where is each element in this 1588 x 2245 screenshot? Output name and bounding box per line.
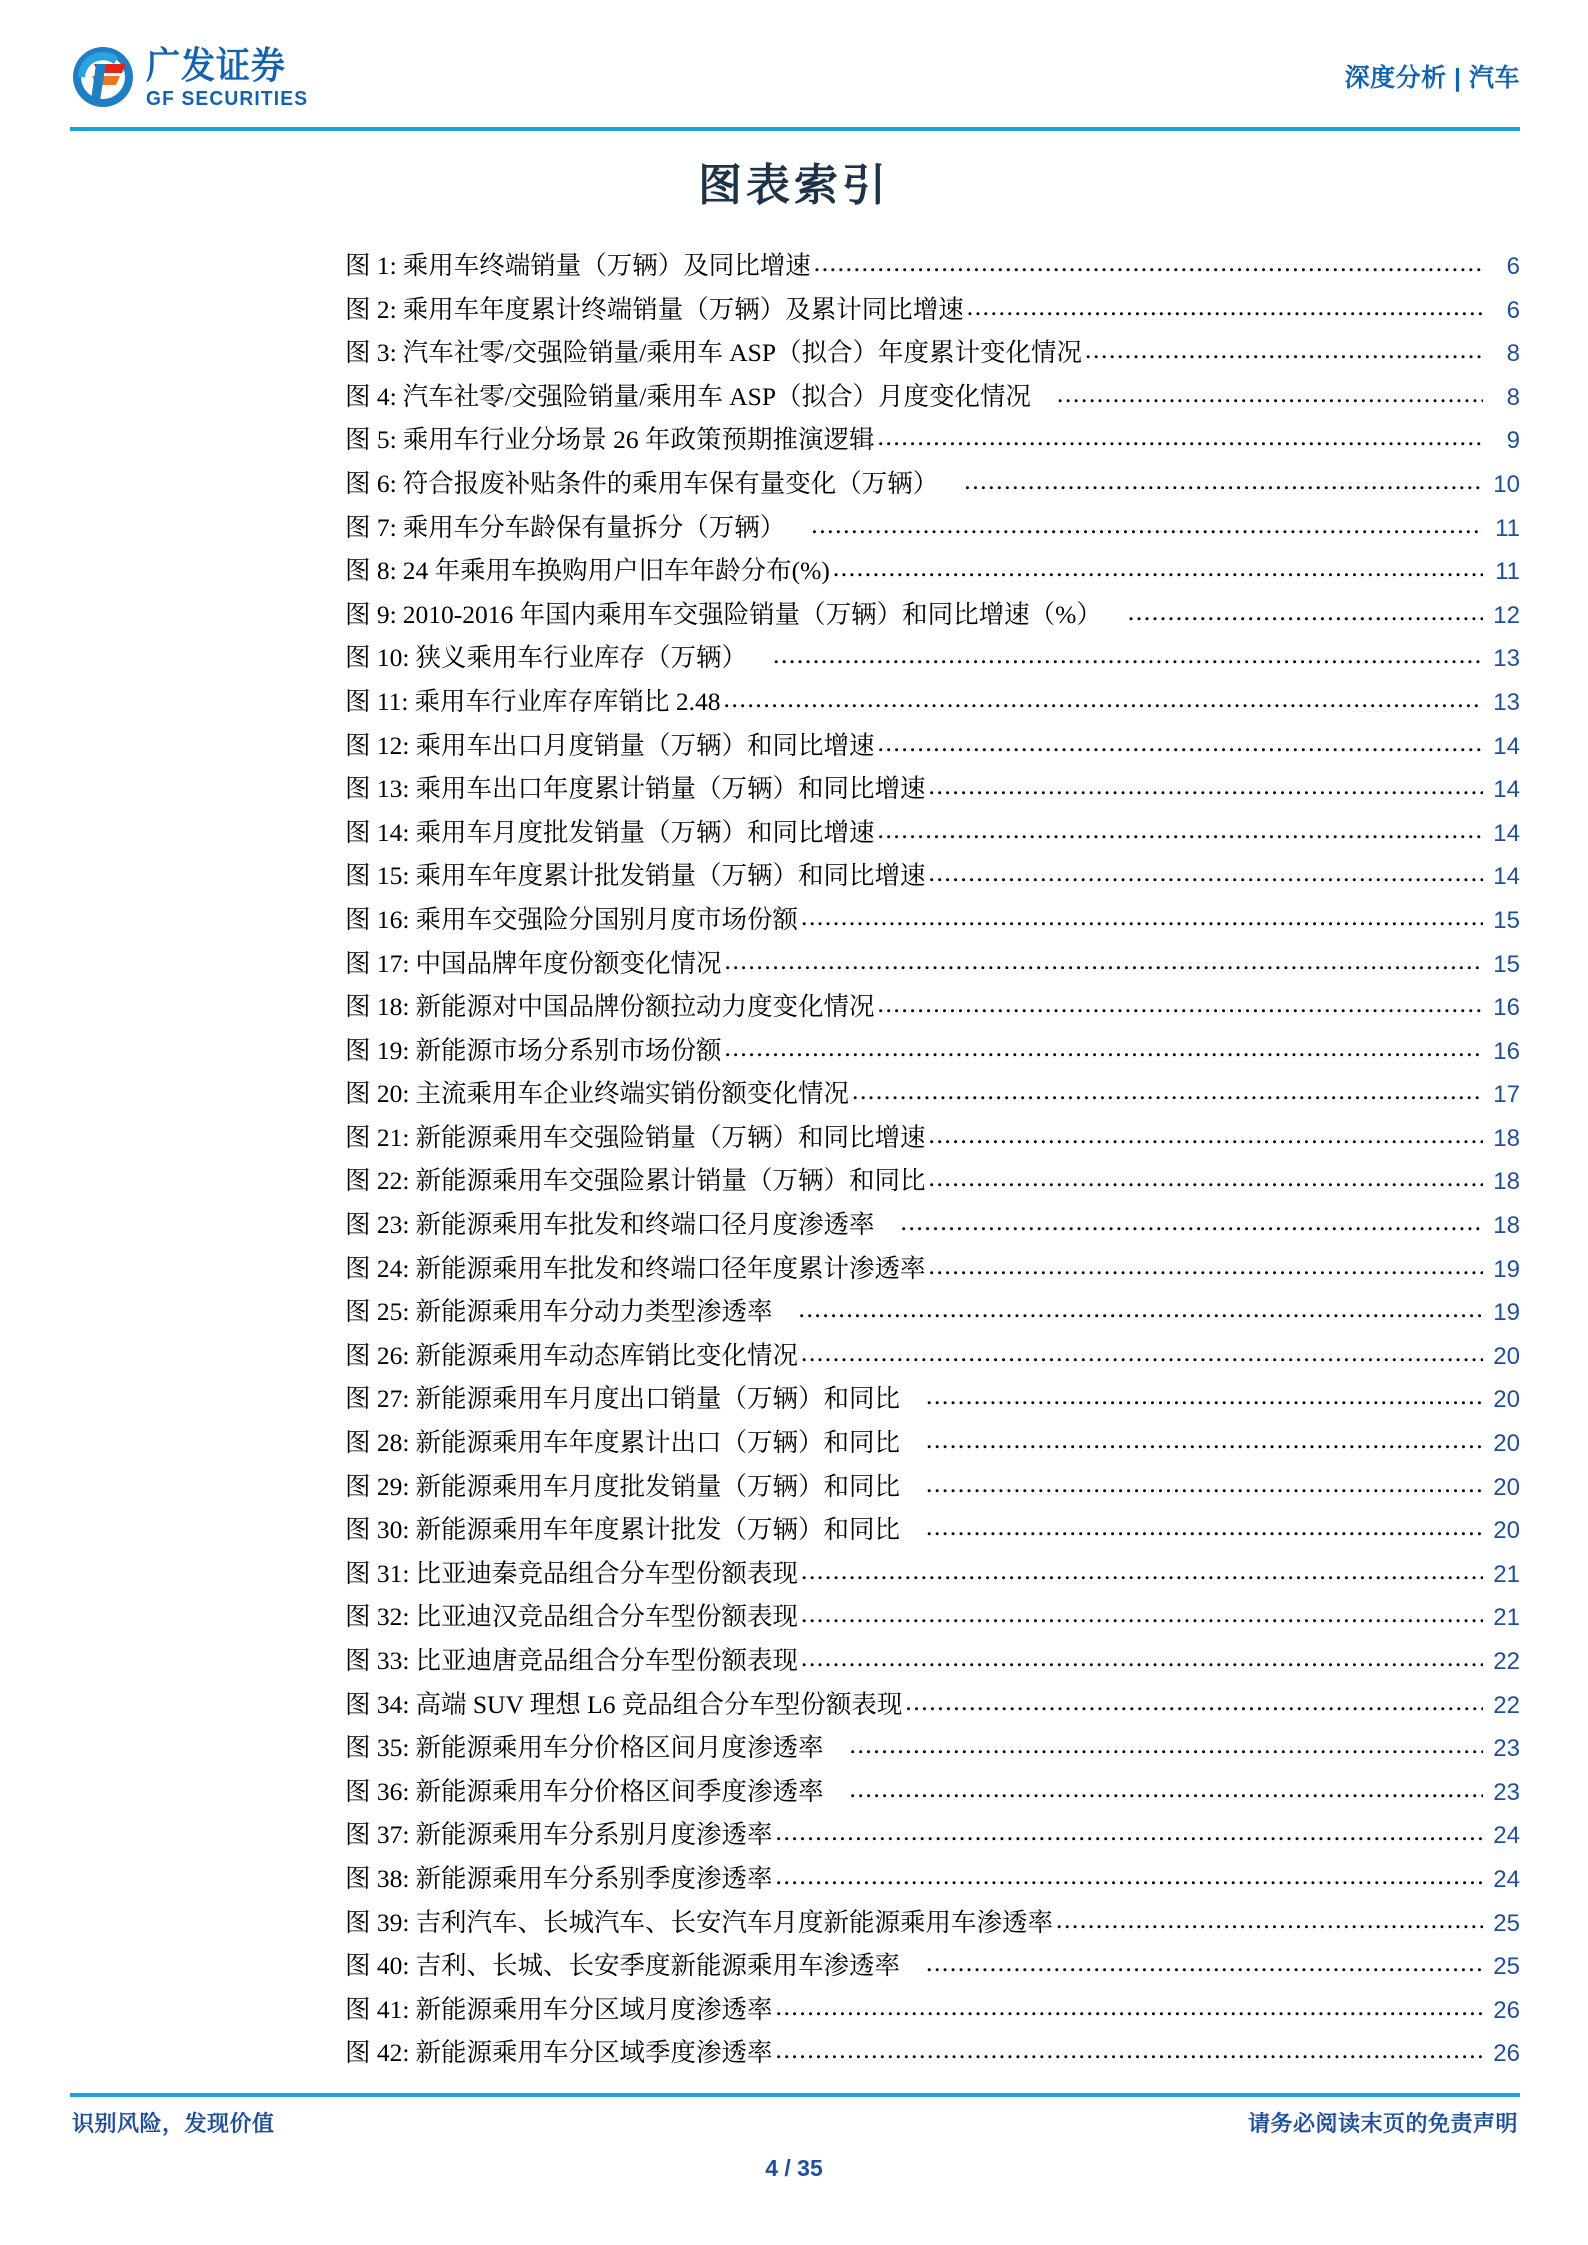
toc-entry-number: 图 40: <box>345 1951 410 1981</box>
toc-dot-leader <box>877 809 1483 852</box>
toc-entry-page-number: 13 <box>1493 645 1520 673</box>
toc-entry[interactable] <box>345 1291 1520 1335</box>
toc-dot-leader <box>724 1027 1483 1070</box>
brand-logo <box>70 44 315 110</box>
toc-entry-page-number: 25 <box>1493 1953 1520 1981</box>
toc-entry[interactable] <box>345 1073 1520 1117</box>
toc-entry[interactable] <box>345 245 1520 289</box>
toc-dot-leader <box>773 634 1483 677</box>
toc-entry-label: 乘用车年度累计批发销量（万辆）和同比增速 <box>415 861 926 891</box>
toc-entry-page-number: 25 <box>1493 1909 1520 1937</box>
toc-entry-page-number: 20 <box>1493 1342 1520 1370</box>
toc-entry[interactable] <box>345 1553 1520 1597</box>
toc-dot-leader <box>849 1724 1483 1767</box>
toc-entry-label: 新能源乘用车交强险累计销量（万辆）和同比 <box>415 1166 926 1196</box>
toc-entry[interactable] <box>345 681 1520 725</box>
toc-dot-leader <box>1056 1899 1483 1942</box>
toc-entry-label: 新能源乘用车交强险销量（万辆）和同比增速 <box>415 1122 926 1152</box>
toc-dot-leader <box>801 1332 1483 1375</box>
toc-entry[interactable] <box>345 986 1520 1030</box>
toc-entry-number: 图 29: <box>345 1471 410 1501</box>
toc-dot-leader <box>724 940 1483 983</box>
toc-dot-leader <box>967 286 1483 329</box>
toc-entry-page-number: 26 <box>1493 1996 1520 2024</box>
toc-dot-leader <box>926 1942 1483 1985</box>
toc-entry-number: 图 32: <box>345 1602 410 1632</box>
toc-dot-leader <box>849 1768 1483 1811</box>
toc-entry-page-number: 23 <box>1493 1735 1520 1763</box>
toc-entry-label: 乘用车终端销量（万辆）及同比增速 <box>402 251 811 280</box>
toc-entry-number: 图 15: <box>345 861 410 891</box>
toc-entry-page-number: 18 <box>1493 1168 1520 1196</box>
toc-entry-number: 图 22: <box>345 1166 410 1196</box>
toc-entry[interactable] <box>345 1684 1520 1728</box>
toc-entry-label: 新能源乘用车批发和终端口径年度累计渗透率 <box>415 1253 926 1283</box>
toc-entry-label: 主流乘用车企业终端实销份额变化情况 <box>415 1079 849 1109</box>
toc-entry-number: 图 20: <box>345 1079 410 1109</box>
toc-entry-number: 图 18: <box>345 992 410 1022</box>
toc-entry-label: 符合报废补贴条件的乘用车保有量变化（万辆） <box>402 468 939 498</box>
toc-entry-page-number: 14 <box>1493 863 1520 891</box>
page-number-indicator: 4 / 35 <box>765 2155 823 2181</box>
toc-entry-page-number: 22 <box>1493 1691 1520 1719</box>
toc-entry-label: 2010-2016 年国内乘用车交强险销量（万辆）和同比增速（%） <box>402 599 1102 629</box>
toc-entry[interactable] <box>345 1989 1520 2033</box>
toc-entry-page-number: 14 <box>1493 732 1520 760</box>
toc-entry-label: 比亚迪唐竞品组合分车型份额表现 <box>415 1646 798 1675</box>
toc-dot-leader <box>877 416 1483 459</box>
toc-entry[interactable] <box>345 1030 1520 1074</box>
toc-entry-label: 新能源乘用车动态库销比变化情况 <box>415 1340 798 1370</box>
toc-entry-number: 图 8: <box>345 556 397 586</box>
toc-entry-label: 新能源乘用车月度批发销量（万辆）和同比 <box>415 1471 900 1501</box>
toc-entry-number: 图 23: <box>345 1210 410 1240</box>
toc-entry-label: 乘用车交强险分国别月度市场份额 <box>415 904 798 934</box>
header-divider <box>70 127 1520 131</box>
toc-entry[interactable] <box>345 1771 1520 1815</box>
toc-dot-leader <box>905 1681 1483 1724</box>
toc-dot-leader <box>775 2029 1483 2072</box>
toc-entry-page-number: 26 <box>1493 2040 1520 2068</box>
toc-dot-leader <box>926 1506 1483 1549</box>
toc-entry-number: 图 42: <box>345 2038 410 2068</box>
toc-entry-label: 吉利汽车、长城汽车、长安汽车月度新能源乘用车渗透率 <box>415 1907 1053 1937</box>
toc-entry-label: 高端 SUV 理想 L6 竞品组合分车型份额表现 <box>415 1689 903 1719</box>
toc-entry-number: 图 7: <box>345 512 397 542</box>
toc-entry-page-number: 16 <box>1493 994 1520 1022</box>
toc-entry-number: 图 5: <box>345 425 397 455</box>
toc-entry-label: 乘用车行业库存库销比 2.48 <box>414 686 721 716</box>
toc-entry[interactable] <box>345 1422 1520 1466</box>
toc-entry-page-number: 18 <box>1493 1124 1520 1152</box>
toc-entry-page-number: 16 <box>1493 1037 1520 1065</box>
toc-entry-label: 新能源乘用车分区域季度渗透率 <box>415 2038 773 2068</box>
footer-divider <box>70 2093 1520 2097</box>
toc-entry-number: 图 13: <box>345 774 410 804</box>
toc-entry-label: 乘用车出口月度销量（万辆）和同比增速 <box>415 730 875 760</box>
toc-entry-page-number: 19 <box>1493 1255 1520 1283</box>
toc-entry-label: 新能源乘用车分动力类型渗透率 <box>415 1297 773 1327</box>
toc-entry[interactable] <box>345 463 1520 507</box>
toc-entry[interactable] <box>345 289 1520 333</box>
toc-entry-page-number: 24 <box>1493 1865 1520 1893</box>
toc-dot-leader <box>811 504 1483 547</box>
toc-entry[interactable] <box>345 637 1520 681</box>
toc-entry[interactable] <box>345 1204 1520 1248</box>
toc-entry[interactable] <box>345 768 1520 812</box>
toc-entry-label: 乘用车行业分场景 26 年政策预期推演逻辑 <box>402 425 875 455</box>
toc-dot-leader <box>926 1375 1483 1418</box>
toc-entry-number: 图 19: <box>345 1035 410 1065</box>
brand-logo-text <box>146 47 315 110</box>
toc-entry-page-number: 13 <box>1493 688 1520 716</box>
toc-dot-leader <box>1057 373 1483 416</box>
toc-entry-number: 图 28: <box>345 1428 410 1458</box>
toc-entry-label: 吉利、长城、长安季度新能源乘用车渗透率 <box>415 1951 900 1981</box>
toc-entry-number: 图 3: <box>345 338 397 368</box>
toc-dot-leader <box>798 1288 1483 1331</box>
toc-entry-page-number: 20 <box>1493 1473 1520 1501</box>
toc-entry-number: 图 12: <box>345 730 410 760</box>
toc-entry-label: 汽车社零/交强险销量/乘用车 ASP（拟合）年度累计变化情况 <box>402 338 1083 368</box>
toc-entry-page-number: 17 <box>1493 1081 1520 1109</box>
toc-entry-page-number: 19 <box>1493 1299 1520 1327</box>
toc-entry-number: 图 1: <box>345 251 397 280</box>
toc-entry-label: 新能源乘用车年度累计出口（万辆）和同比 <box>415 1428 900 1458</box>
gf-securities-logo-icon <box>70 44 136 110</box>
toc-entry-page-number: 20 <box>1493 1430 1520 1458</box>
brand-name-cn: 广发证券 <box>146 45 286 86</box>
toc-entry-number: 图 24: <box>345 1253 410 1283</box>
toc-entry-label: 新能源乘用车年度累计批发（万辆）和同比 <box>415 1515 900 1545</box>
toc-entry-number: 图 34: <box>345 1689 410 1719</box>
toc-entry-page-number: 20 <box>1493 1517 1520 1545</box>
toc-entry[interactable] <box>345 812 1520 856</box>
toc-entry-label: 乘用车月度批发销量（万辆）和同比增速 <box>415 817 875 847</box>
toc-dot-leader <box>801 1550 1483 1593</box>
toc-entry[interactable] <box>345 594 1520 638</box>
toc-entry-label: 24 年乘用车换购用户旧车年龄分布(%) <box>402 556 830 586</box>
toc-entry-number: 图 39: <box>345 1907 410 1937</box>
toc-entry[interactable] <box>345 1160 1520 1204</box>
toc-dot-leader <box>928 765 1483 808</box>
toc-entry-number: 图 33: <box>345 1646 410 1675</box>
toc-entry-label: 新能源市场分系别市场份额 <box>415 1035 722 1065</box>
toc-dot-leader <box>900 1201 1483 1244</box>
toc-entry-label: 新能源乘用车分系别月度渗透率 <box>415 1820 773 1850</box>
toc-dot-leader <box>775 1811 1483 1854</box>
toc-entry-number: 图 26: <box>345 1340 410 1370</box>
footer-slogan: 识别风险，发现价值 <box>72 2111 275 2136</box>
toc-entry-label: 比亚迪汉竞品组合分车型份额表现 <box>415 1602 798 1632</box>
toc-entry-number: 图 31: <box>345 1558 410 1588</box>
toc-entry-page-number: 14 <box>1493 776 1520 804</box>
toc-dot-leader <box>928 852 1483 895</box>
toc-entry[interactable] <box>345 855 1520 899</box>
toc-entry[interactable] <box>345 507 1520 551</box>
toc-dot-leader <box>877 722 1483 765</box>
toc-entry-number: 图 2: <box>345 294 397 324</box>
page-title: 图表索引 <box>698 161 890 210</box>
toc-entry-number: 图 10: <box>345 643 410 673</box>
toc-entry[interactable] <box>345 1596 1520 1640</box>
toc-entry-label: 乘用车分车龄保有量拆分（万辆） <box>402 512 786 542</box>
toc-entry-page-number: 21 <box>1493 1604 1520 1632</box>
toc-entry-label: 新能源对中国品牌份额拉动力度变化情况 <box>415 992 875 1022</box>
toc-entry-page-number: 12 <box>1493 601 1520 629</box>
toc-entry-label: 狭义乘用车行业库存（万辆） <box>415 643 747 673</box>
toc-entry-label: 新能源乘用车分价格区间季度渗透率 <box>415 1776 824 1806</box>
toc-entry-page-number: 15 <box>1493 906 1520 934</box>
toc-dot-leader <box>833 547 1483 590</box>
toc-entry-label: 新能源乘用车月度出口销量（万辆）和同比 <box>415 1384 900 1414</box>
toc-entry-label: 新能源乘用车分系别季度渗透率 <box>415 1863 773 1893</box>
toc-entry-number: 图 41: <box>345 1994 410 2024</box>
toc-entry[interactable] <box>345 1335 1520 1379</box>
toc-dot-leader <box>928 1157 1483 1200</box>
toc-entry-page-number: 18 <box>1493 1212 1520 1240</box>
toc-entry-label: 乘用车年度累计终端销量（万辆）及累计同比增速 <box>402 294 964 324</box>
toc-entry-number: 图 25: <box>345 1297 410 1327</box>
toc-entry-page-number: 9 <box>1506 427 1520 455</box>
toc-entry-number: 图 35: <box>345 1733 410 1763</box>
toc-dot-leader <box>928 1114 1483 1157</box>
toc-entry[interactable] <box>345 1248 1520 1292</box>
toc-dot-leader <box>1128 591 1483 634</box>
toc-entry-page-number: 21 <box>1493 1560 1520 1588</box>
toc-entry-label: 比亚迪秦竞品组合分车型份额表现 <box>415 1558 798 1588</box>
toc-dot-leader <box>926 1419 1483 1462</box>
toc-entry-number: 图 30: <box>345 1515 410 1545</box>
toc-entry-number: 图 16: <box>345 904 410 934</box>
toc-entry-label: 中国品牌年度份额变化情况 <box>415 948 722 978</box>
toc-dot-leader <box>801 1637 1483 1680</box>
toc-entry-page-number: 6 <box>1506 296 1520 324</box>
toc-dot-leader <box>926 1463 1483 1506</box>
toc-dot-leader <box>775 1855 1483 1898</box>
toc-entry[interactable] <box>345 1466 1520 1510</box>
toc-entry-number: 图 17: <box>345 948 410 978</box>
toc-entry-page-number: 10 <box>1493 470 1520 498</box>
toc-entry-label: 汽车社零/交强险销量/乘用车 ASP（拟合）月度变化情况 <box>402 381 1032 411</box>
toc-entry[interactable] <box>345 1902 1520 1946</box>
toc-entry-number: 图 36: <box>345 1776 410 1806</box>
toc-entry[interactable] <box>345 376 1520 420</box>
toc-entry-page-number: 8 <box>1506 383 1520 411</box>
toc-dot-leader <box>801 896 1483 939</box>
toc-entry-page-number: 14 <box>1493 819 1520 847</box>
toc-entry-label: 新能源乘用车批发和终端口径月度渗透率 <box>415 1210 875 1240</box>
toc-dot-leader <box>801 1593 1483 1636</box>
toc-entry-page-number: 20 <box>1493 1386 1520 1414</box>
toc-entry-page-number: 11 <box>1495 514 1520 542</box>
toc-entry-page-number: 23 <box>1493 1778 1520 1806</box>
toc-entry[interactable] <box>345 1727 1520 1771</box>
toc-dot-leader <box>964 460 1483 503</box>
toc-entry-number: 图 11: <box>345 686 409 716</box>
toc-dot-leader <box>814 242 1483 285</box>
toc-entry[interactable] <box>345 1640 1520 1684</box>
toc-entry[interactable] <box>345 1814 1520 1858</box>
toc-entry-page-number: 11 <box>1495 558 1520 586</box>
toc-entry-label: 新能源乘用车分价格区间月度渗透率 <box>415 1733 824 1763</box>
toc-entry[interactable] <box>345 419 1520 463</box>
toc-dot-leader <box>724 678 1483 721</box>
toc-dot-leader <box>1085 329 1483 372</box>
toc-entry[interactable] <box>345 1378 1520 1422</box>
toc-dot-leader <box>928 1245 1483 1288</box>
header-category-label: 深度分析 | 汽车 <box>1344 64 1520 92</box>
toc-entry[interactable] <box>345 725 1520 769</box>
toc-dot-leader <box>877 983 1483 1026</box>
toc-entry-number: 图 9: <box>345 599 397 629</box>
toc-dot-leader <box>775 1986 1483 2029</box>
toc-entry-page-number: 15 <box>1493 950 1520 978</box>
toc-entry-label: 新能源乘用车分区域月度渗透率 <box>415 1994 773 2024</box>
toc-entry-number: 图 14: <box>345 817 410 847</box>
toc-entry-number: 图 6: <box>345 468 397 498</box>
toc-entry-page-number: 8 <box>1506 340 1520 368</box>
toc-entry[interactable] <box>345 1858 1520 1902</box>
toc-entry[interactable] <box>345 899 1520 943</box>
footer-disclaimer-note: 请务必阅读末页的免责声明 <box>1247 2111 1518 2136</box>
toc-entry[interactable] <box>345 1945 1520 1989</box>
table-of-contents <box>345 245 1520 2076</box>
toc-entry-page-number: 24 <box>1493 1822 1520 1850</box>
brand-name-en: GF SECURITIES <box>146 88 309 110</box>
toc-entry[interactable] <box>345 943 1520 987</box>
toc-entry-number: 图 37: <box>345 1820 410 1850</box>
toc-entry-number: 图 27: <box>345 1384 410 1414</box>
page-header <box>0 0 1588 160</box>
toc-entry-number: 图 38: <box>345 1863 410 1893</box>
toc-entry[interactable] <box>345 1509 1520 1553</box>
toc-entry-label: 乘用车出口年度累计销量（万辆）和同比增速 <box>415 774 926 804</box>
toc-dot-leader <box>852 1070 1483 1113</box>
toc-entry-page-number: 22 <box>1493 1648 1520 1675</box>
toc-entry[interactable] <box>345 1117 1520 1161</box>
toc-entry[interactable] <box>345 2032 1520 2076</box>
toc-entry-number: 图 21: <box>345 1122 410 1152</box>
toc-entry-page-number: 6 <box>1506 253 1520 280</box>
toc-entry-number: 图 4: <box>345 381 397 411</box>
toc-entry[interactable] <box>345 550 1520 594</box>
toc-entry[interactable] <box>345 332 1520 376</box>
